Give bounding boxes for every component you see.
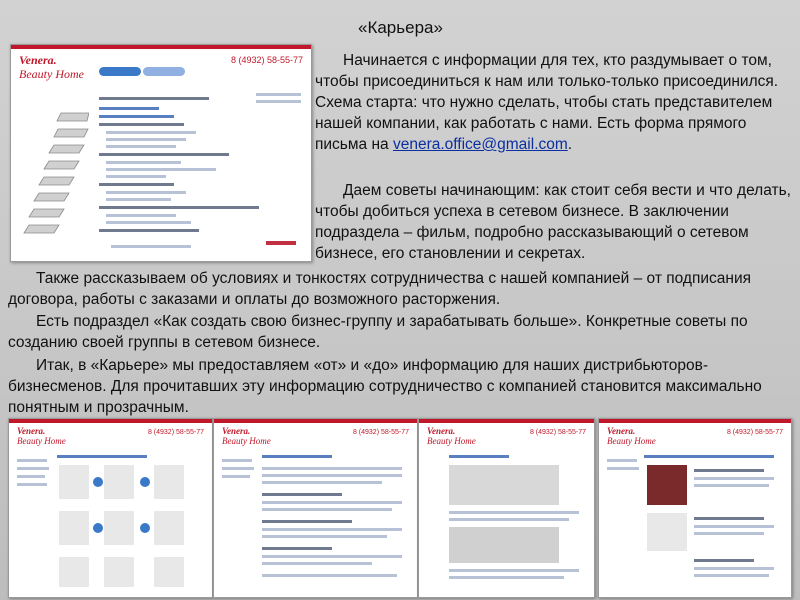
site-logo-subtitle: Beauty Home bbox=[427, 436, 476, 446]
site-logo-subtitle: Beauty Home bbox=[607, 436, 656, 446]
paragraph-start: Начинается с информации для тех, кто раздумывает о том, чтобы присоединиться к нам или только-только присоединился. Схема старта: что нужно сделать, чтобы стать представителем нашей компании, как работать с нами. Есть форма прямого письма на venera.office@gmail.com. bbox=[315, 52, 779, 153]
site-logo: Venera. bbox=[222, 426, 251, 436]
site-phone: 8 (4932) 58-55-77 bbox=[230, 55, 303, 65]
nav-button bbox=[143, 67, 185, 76]
site-phone: 8 (4932) 58-55-77 bbox=[726, 429, 783, 436]
paragraph-business-group: Есть подраздел «Как создать свою бизнес-группу и зарабатывать больше». Конкретные советы по созданию своей группы в сетевом бизнесе. bbox=[8, 313, 748, 351]
site-phone: 8 (4932) 58-55-77 bbox=[147, 429, 204, 436]
business-group-page-screenshot bbox=[598, 418, 792, 598]
paragraph-conditions: Также рассказываем об условиях и тонкостях сотрудничества с нашей компанией – от подписания договора, работы с заказами и оплаты до возможного расторжения. bbox=[8, 270, 751, 308]
scheme-page-screenshot bbox=[8, 418, 213, 598]
slide-title: «Карьера» bbox=[358, 18, 443, 37]
site-phone: 8 (4932) 58-55-77 bbox=[529, 429, 586, 436]
paragraph-advice: Даем советы начинающим: как стоит себя вести и что делать, чтобы добиться успеха в сетевом бизнесе. В заключении подраздела – фильм, подробно рассказывающий о сетевом бизнесе, его становлении и секретах. bbox=[315, 182, 791, 262]
site-logo-subtitle: Beauty Home bbox=[19, 67, 84, 81]
site-phone: 8 (4932) 58-55-77 bbox=[352, 429, 409, 436]
cooperation-page-screenshot bbox=[418, 418, 595, 598]
site-logo: Venera. bbox=[19, 53, 57, 67]
site-logo: Venera. bbox=[17, 426, 46, 436]
paragraph-summary: Итак, в «Карьере» мы предоставляем «от» и «до» информацию для наших дистрибьюторов-бизнесменов. Для прочитавших эту информацию сотрудничество с компанией становится максимально понятным и прозрачным. bbox=[8, 357, 762, 416]
site-logo-subtitle: Beauty Home bbox=[222, 436, 271, 446]
career-page-screenshot bbox=[10, 44, 312, 262]
site-logo: Venera. bbox=[427, 426, 456, 436]
stairs-illustration bbox=[19, 93, 89, 243]
site-logo-subtitle: Beauty Home bbox=[17, 436, 66, 446]
advice-page-screenshot bbox=[213, 418, 418, 598]
site-logo: Venera. bbox=[607, 426, 636, 436]
email-link[interactable]: venera.office@gmail.com bbox=[392, 136, 568, 153]
nav-button bbox=[99, 67, 141, 76]
